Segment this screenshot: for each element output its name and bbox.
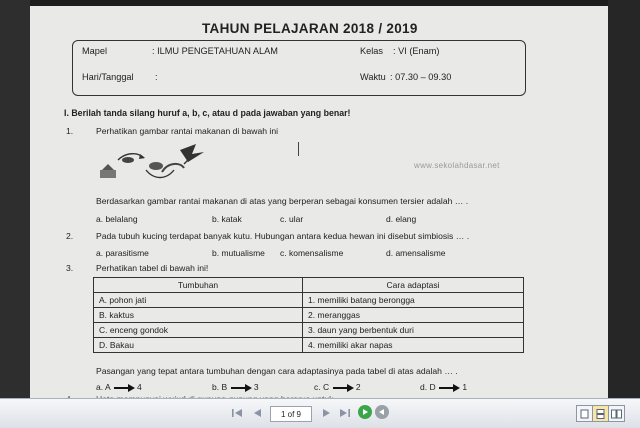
q3-option-c (314, 382, 361, 392)
page-number-field[interactable]: 1 of 9 (270, 406, 312, 422)
section-heading: I. Berilah tanda silang huruf a, b, c, atau d pada jawaban yang benar! (64, 108, 351, 118)
table-cell: 4. memiliki akar napas (303, 338, 524, 353)
q2-text: Pada tubuh kucing terdapat banyak kutu. Hubungan antara kedua hewan ini disebut simbiosis … . (96, 231, 470, 241)
waktu-value: : 07.30 – 09.30 (390, 72, 452, 82)
page-top-shadow (30, 0, 608, 6)
q3-option-d-pre: d. D (420, 382, 436, 392)
facing-pages-icon (611, 409, 622, 419)
eagle-icon (180, 144, 204, 162)
q2-option-d: d. amensalisme (386, 248, 446, 258)
q1-number: 1. (66, 126, 74, 136)
go-back-button[interactable] (375, 405, 389, 419)
first-page-icon (231, 407, 243, 419)
q3-number: 3. (66, 263, 74, 273)
q1-option-a: a. belalang (96, 214, 138, 224)
q3-option-d (420, 382, 467, 392)
table-row (94, 293, 524, 308)
continuous-view-button[interactable] (592, 405, 609, 422)
table-header-tumbuhan: Tumbuhan (94, 278, 303, 293)
last-page-button[interactable] (338, 406, 352, 420)
q2-option-a: a. parasitisme (96, 248, 149, 258)
table-cell: D. Bakau (94, 338, 303, 353)
adaptation-table (93, 277, 524, 353)
q2-option-b: b. mutualisme (212, 248, 265, 258)
continuous-page-icon (596, 409, 605, 419)
q1-text: Perhatikan gambar rantai makanan di bawah ini (96, 126, 279, 136)
q1-option-d: d. elang (386, 214, 417, 224)
viewer-side-margin (608, 0, 640, 398)
table-cell: 2. meranggas (303, 308, 524, 323)
table-cell: C. enceng gondok (94, 323, 303, 338)
hari-label: Hari/Tanggal (82, 72, 134, 82)
chevron-right-icon (321, 407, 333, 419)
q3-option-c-pre: c. C (314, 382, 330, 392)
q1-option-b: b. katak (212, 214, 242, 224)
chevron-left-icon (251, 407, 263, 419)
table-cell: 3. daun yang berbentuk duri (303, 323, 524, 338)
single-page-icon (580, 409, 589, 419)
q3-option-a-post: 4 (136, 382, 142, 392)
q2-number: 2. (66, 231, 74, 241)
table-header-row (94, 278, 524, 293)
grasshopper-icon (122, 157, 134, 163)
q3-text: Perhatikan tabel di bawah ini! (96, 263, 209, 273)
hari-value: : (155, 72, 158, 82)
single-page-view-button[interactable] (576, 405, 593, 422)
q3-option-b-post: 3 (253, 382, 259, 392)
first-page-button[interactable] (230, 406, 244, 420)
arrow-right-icon (332, 384, 354, 392)
arrow-right-icon (438, 384, 460, 392)
arrow-right-icon (230, 384, 252, 392)
kelas-value: : VI (Enam) (393, 46, 440, 56)
table-cell: 1. memiliki batang berongga (303, 293, 524, 308)
table-header-cara-adaptasi: Cara adaptasi (303, 278, 524, 293)
table-row (94, 338, 524, 353)
table-row (94, 323, 524, 338)
exam-header-box (72, 40, 526, 96)
q3-option-a (96, 382, 142, 392)
q3-question: Pasangan yang tepat antara tumbuhan dengan cara adaptasinya pada tabel di atas adalah … . (96, 366, 458, 376)
back-arrow-icon (378, 408, 386, 416)
watermark: www.sekolahdasar.net (414, 161, 500, 170)
go-forward-button[interactable] (358, 405, 372, 419)
q3-option-d-post: 1 (462, 382, 468, 392)
frog-icon (149, 162, 163, 170)
q3-option-b (212, 382, 259, 392)
waktu-label: Waktu (360, 72, 386, 82)
facing-pages-view-button[interactable] (608, 405, 625, 422)
kelas-label: Kelas (360, 46, 383, 56)
play-icon (361, 408, 369, 416)
next-page-button[interactable] (320, 406, 334, 420)
arrow-right-icon (113, 384, 135, 392)
table-cell: B. kaktus (94, 308, 303, 323)
mapel-label: Mapel (82, 46, 108, 56)
page-title: TAHUN PELAJARAN 2018 / 2019 (202, 21, 418, 36)
last-page-icon (339, 407, 351, 419)
mapel-value: : ILMU PENGETAHUAN ALAM (152, 46, 278, 56)
q3-option-b-pre: b. B (212, 382, 228, 392)
previous-page-button[interactable] (250, 406, 264, 420)
q3-option-c-post: 2 (355, 382, 361, 392)
table-cell: A. pohon jati (94, 293, 303, 308)
grass-icon (100, 170, 116, 178)
table-row (94, 308, 524, 323)
text-cursor (298, 142, 299, 156)
q1-option-c: c. ular (280, 214, 304, 224)
food-chain-image (96, 140, 206, 182)
scanned-page (30, 0, 608, 398)
q2-option-c: c. komensalisme (280, 248, 344, 258)
q1-question: Berdasarkan gambar rantai makanan di atas yang berperan sebagai konsumen tersier adalah … . (96, 196, 469, 206)
q3-option-a-pre: a. A (96, 382, 111, 392)
